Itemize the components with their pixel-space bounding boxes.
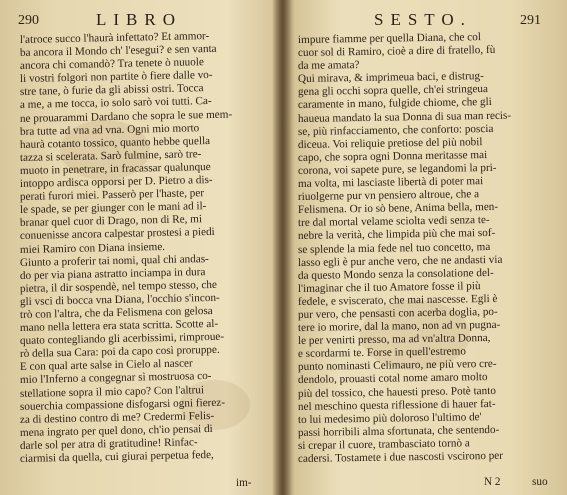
text-line: tere io morire, dal la mano, non ad vn pugna-: [297, 318, 501, 335]
text-line: E con qual arte salse in Cielo al nascer: [19, 357, 193, 374]
text-line: si crepar il cuore, trambasciato tornò a: [297, 437, 470, 452]
text-line: za di destino contro di me? Credermi Felis-: [19, 409, 215, 426]
text-line: pietra, il dir sospendè, nel tempo stesso, che: [19, 278, 218, 295]
text-line: trò con l'altra, che da Felismena con gelosa: [19, 304, 213, 321]
text-line: gli vsci di bocca vna Diana, l'occhio s'incon-: [19, 291, 220, 308]
text-line: bra tutte ad vna ad vna. Ogni mio morto: [19, 121, 200, 138]
catchword: suo: [532, 476, 548, 488]
text-line: se splende la mia fede nel tuo concetto, ma: [297, 240, 491, 256]
text-line: diceua. Voi reliquie pretiose del più nobil: [297, 135, 483, 151]
text-line: più del tossico, che hauesti preso. Potè tanto: [297, 384, 496, 400]
text-line: perati furori miei. Passerò per l'haste, per: [19, 187, 205, 204]
running-head: SESTO.: [374, 10, 472, 29]
text-line: to lui medesimo più doloroso l'ultimo de': [297, 410, 482, 426]
text-line: gena gli occhi sopra quelle, ch'ei stringeua: [297, 83, 489, 99]
text-line: da questo Mondo senza la consolatione del-: [297, 266, 494, 282]
text-line: l'atroce succo l'haurà infettato? Et ammor-: [19, 30, 210, 46]
signature-mark: N 2: [484, 476, 501, 488]
text-line: do per via piana astratto inciampa in dura: [19, 265, 206, 282]
text-line: haurà cotanto tossico, quanto hebbe quella: [19, 134, 211, 151]
running-head: LIBRO: [96, 10, 182, 29]
text-line: mano nella lettera era stata scritta. Scotte al-: [19, 317, 219, 335]
text-line: li vostri folgori non partite ò fiere dalle vo-: [19, 69, 213, 86]
text-line: lasso egli è pur anche vero, che ne andasti via: [297, 253, 503, 269]
catchword: im-: [236, 477, 252, 489]
text-line: l'imaginar che il tuo Amatore fosse il più: [297, 279, 481, 295]
text-line: nebre la verità, che limpida più che mai sof-: [297, 227, 496, 243]
text-line: rò della sua Cara: poi da capo così proruppe.: [19, 344, 220, 361]
text-line: muoto in penetrare, in fracassar qualunque: [19, 160, 211, 177]
page-number: 290: [18, 13, 39, 28]
left-page: [0, 0, 276, 495]
text-line: intoppo ardisca opporsi per D. Pietro a dis-: [19, 173, 213, 191]
text-line: passi horribili alma sfortunata, che sentendo-: [297, 423, 500, 439]
text-line: ne prouarammi Dardano che sopra le sue mem-: [19, 108, 233, 125]
text-line: stellatione sopra il mio capo? Con l'altrui: [19, 383, 205, 400]
text-line: se, più rinfacciamento, che conforto: poscia: [297, 122, 494, 138]
text-line: ancora chi comandò? Tra tenete ò nuuole: [19, 56, 204, 73]
text-line: corona, voi sapete pure, se legandomi la pri-: [297, 161, 497, 177]
text-line: punto nominasti Celimauro, ne più vero cre-: [297, 358, 497, 374]
text-line: mena ingrato per quel dono, ch'io pensai di: [19, 422, 213, 439]
text-line: fedele, e sviscerato, che mai nascesse. Egli è: [297, 292, 498, 308]
body-text: [297, 31, 560, 466]
text-line: Qui mirava, & imprimeua baci, e distrug-: [297, 70, 484, 86]
text-line: conuenisse ancora calpestar prostesi a piedi: [19, 226, 215, 243]
text-line: da me amata?: [297, 59, 360, 73]
text-line: tazza si scelerata. Sarò fulmine, sarò tre-: [19, 148, 202, 164]
right-page: [288, 0, 567, 495]
text-line: tre dal mortal velame sciolta vedi senza te-: [297, 214, 490, 230]
body-text: [19, 30, 270, 466]
text-line: darle sol per atra di gratitudine! Rinfac-: [19, 436, 198, 452]
text-line: a me, a me tocca, io solo sarò voi tutti. Ca-: [19, 95, 212, 112]
text-line: branar quel cuor di Drago, non di Re, mi: [19, 213, 203, 230]
text-line: miei Ramiro con Diana insieme.: [19, 240, 166, 256]
page-number: 291: [520, 13, 541, 28]
text-line: stre tane, ò furie da gli abissi ostri. Tocca: [19, 82, 204, 99]
text-line: le per venirti presso, ma ad vn'altra Donna,: [297, 332, 491, 348]
text-line: impure fiamme per quella Diana, che col: [297, 31, 482, 46]
text-line: ba ancora il Mondo ch' l'esegui? e sen vanta: [19, 42, 217, 60]
text-line: haueua mandato la sua Donna di sua man recis-: [297, 109, 512, 125]
text-line: dendolo, prouasti cotal nome amaro molto: [297, 371, 488, 387]
text-line: e scordarmi te. Forse in quell'estremo: [297, 345, 466, 361]
text-line: Giunto a proferir tai nomi, qual chi andas-: [19, 252, 209, 269]
text-line: cuor sol di Ramiro, cioè a dire di fratello, fù: [297, 43, 496, 60]
text-line: pur vero, che pensasti con acerba doglia, po-: [297, 305, 498, 321]
text-line: quato contegliando gli acerbissimi, rimproue-: [19, 330, 225, 348]
text-line: Felismena. Or io sò bene, Anima bella, men-: [297, 201, 499, 217]
text-line: caramente in mano, fulgide chiome, che gli: [297, 96, 492, 112]
text-line: cadersi. Tostamete i due nascosti vscirono per: [297, 449, 504, 465]
text-line: le spade, se per giunger con le mani ad il-: [19, 200, 207, 217]
text-line: riuolgerne pur vn pensiero altroue, che a: [297, 188, 480, 204]
text-line: souerchia compassione disfogarsi ogni fierez-: [19, 396, 226, 413]
text-line: capo, che sopra ogni Donna meritasse mai: [297, 148, 488, 164]
text-line: ciarmisi da quella, cui giurai perpetua fede,: [19, 448, 214, 465]
text-line: ma volta, mi lasciaste libertà di poter mai: [297, 175, 484, 191]
text-line: mio l'Inferno a congegnar sì mostruosa co-: [19, 370, 212, 387]
text-line: nel meschino questa riflessione di hauer fat-: [297, 397, 496, 413]
